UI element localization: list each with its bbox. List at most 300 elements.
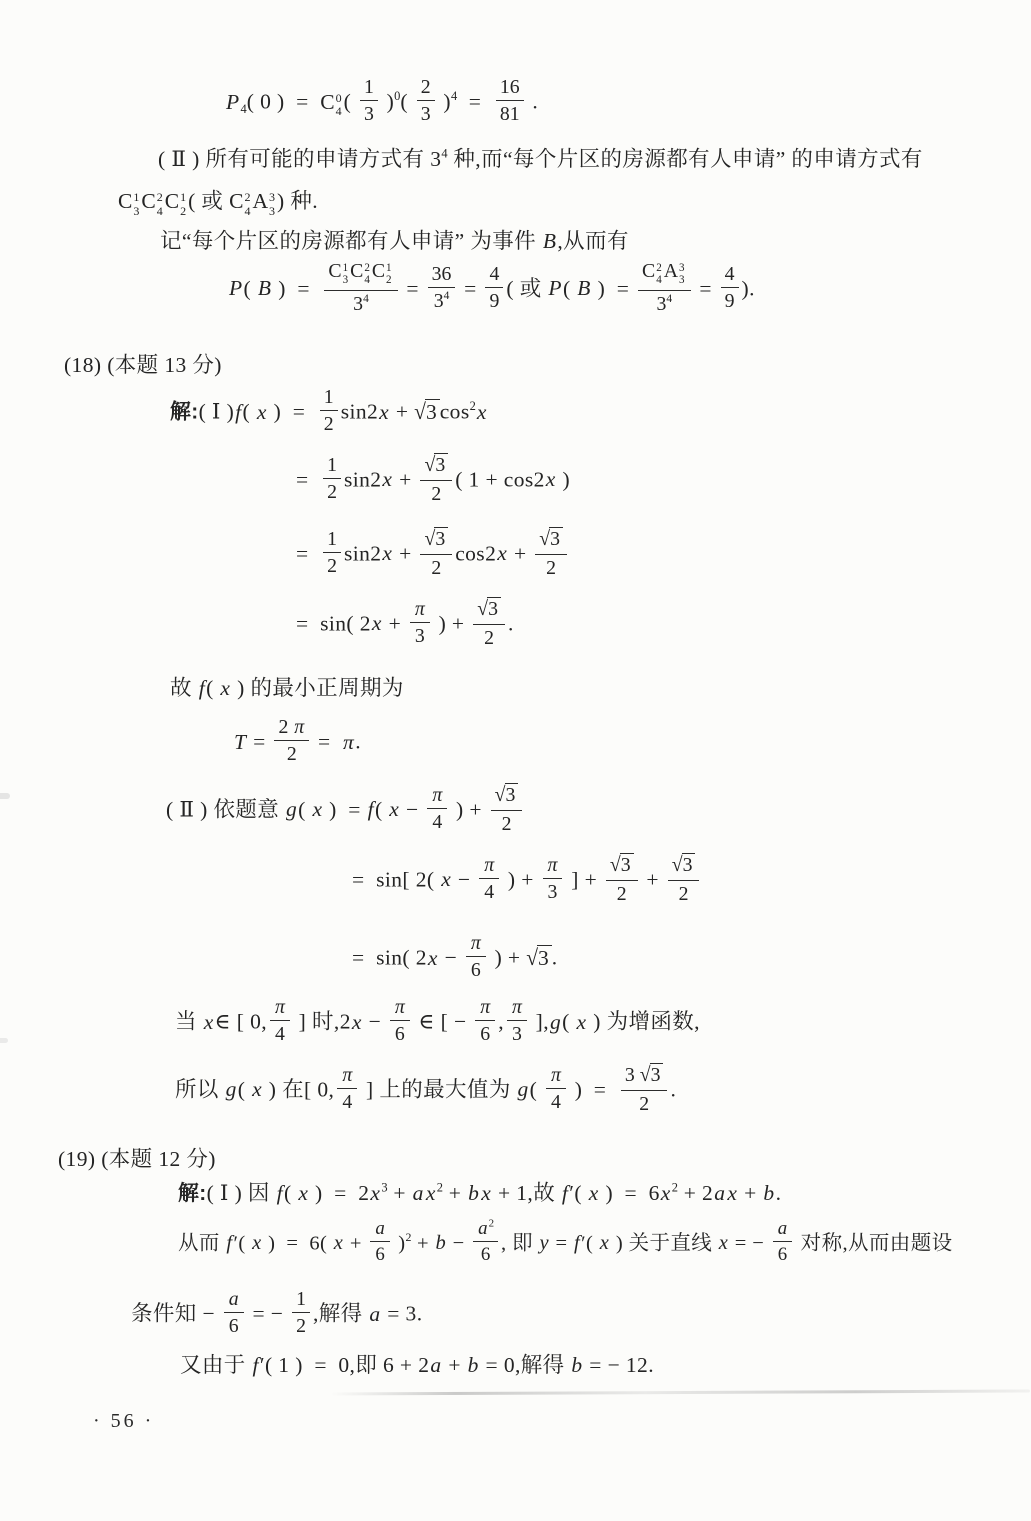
symbol-superscript: 1: [180, 190, 187, 205]
symbol-subscript: 4: [244, 203, 251, 218]
text-run: ′(: [569, 1181, 588, 1205]
radicand: [549, 527, 563, 551]
symbol-base: C: [164, 189, 180, 213]
fraction: [773, 1219, 792, 1264]
eq-p4-of-0: [225, 76, 539, 127]
text-run: .: [775, 1181, 782, 1205]
text-run: (: [237, 1077, 252, 1102]
text-run: 3: [624, 1064, 640, 1086]
fraction-denominator: [324, 291, 397, 314]
fraction-denominator: [270, 1021, 290, 1044]
text-run: ) =: [267, 399, 317, 424]
fraction: [485, 264, 503, 311]
text-run: .: [551, 945, 558, 970]
math-variable: π: [275, 996, 285, 1018]
math-variable: b: [468, 1181, 480, 1205]
scripted-symbol: [372, 261, 392, 287]
fraction-denominator: [491, 811, 523, 834]
text-run: ) = 2: [309, 1181, 370, 1205]
superscript: [363, 293, 369, 305]
text-run: 3: [656, 292, 667, 315]
text-run: =: [457, 89, 493, 114]
math-variable: f: [574, 1232, 581, 1255]
math-variable: a: [369, 1301, 381, 1326]
text-run: 2: [678, 882, 689, 905]
symbol-superscript: 1: [386, 261, 392, 274]
text-run: −: [447, 1232, 471, 1255]
eq-18-step2: [296, 453, 571, 507]
bold-text: 解:: [170, 400, 199, 424]
fraction-denominator: [535, 555, 567, 578]
math-variable: f: [276, 1181, 283, 1205]
text-run: −: [452, 867, 477, 892]
symbol-scripts: [679, 262, 685, 287]
fraction-denominator: [473, 1242, 498, 1264]
fraction: [428, 264, 456, 311]
text-run: 3: [353, 292, 364, 315]
fraction: [543, 855, 563, 902]
math-variable: a: [478, 1218, 488, 1239]
para-part2-line2: [118, 188, 318, 218]
fraction: [420, 453, 452, 504]
fraction-denominator: [390, 1021, 410, 1044]
text-run: ( Ⅱ ) 依题意: [166, 797, 285, 822]
fraction-numerator: [496, 77, 524, 101]
scripted-symbol: [642, 261, 662, 287]
eq-g-step3: [352, 932, 558, 983]
math-variable: π: [470, 932, 481, 954]
radical-sign: √: [609, 853, 621, 877]
fraction: [473, 597, 505, 648]
fraction-numerator: [427, 785, 447, 809]
math-variable: P: [226, 89, 240, 114]
fraction-denominator: [466, 957, 486, 980]
text-run: 3: [547, 880, 558, 903]
text-run: ) = 6: [599, 1181, 660, 1205]
math-variable: g: [550, 1009, 562, 1034]
math-variable: x: [727, 1181, 738, 1205]
math-variable: x: [312, 797, 323, 822]
fraction-denominator: [420, 481, 452, 504]
fraction-denominator: [274, 741, 309, 764]
math-variable: x: [298, 1181, 309, 1205]
text-run: ) +: [502, 867, 540, 892]
fraction-denominator: [323, 479, 341, 502]
symbol-superscript: 2: [656, 261, 662, 274]
text-run: 2: [431, 482, 442, 505]
text-run: ): [556, 467, 571, 492]
math-variable: b: [763, 1181, 775, 1205]
text-run: (: [343, 89, 357, 114]
symbol-scripts: [269, 191, 275, 218]
text-run: (19) (本题 12 分): [58, 1147, 216, 1171]
text-run: 2: [469, 398, 476, 413]
text-run: ) 在[ 0,: [263, 1077, 335, 1102]
eq-18-step3: [296, 527, 570, 581]
text-run: 9: [489, 289, 500, 312]
text-run: .: [670, 1077, 677, 1102]
text-run: 3: [505, 784, 516, 806]
symbol-base: C: [350, 260, 364, 282]
math-variable: b: [435, 1232, 447, 1255]
fraction-numerator: [543, 855, 563, 879]
math-variable: x: [370, 1181, 381, 1205]
math-variable: π: [414, 597, 425, 620]
scripted-symbol: [229, 188, 250, 218]
math-variable: x: [351, 1009, 362, 1034]
text-run: +: [387, 1181, 412, 1205]
fraction-numerator: [370, 1219, 389, 1242]
sqrt-expression: [477, 597, 501, 621]
fraction-numerator: [337, 1065, 357, 1089]
math-variable: a: [375, 1218, 385, 1239]
text-run: 4: [724, 262, 735, 285]
math-variable: x: [441, 867, 452, 892]
text-run: =: [296, 467, 321, 492]
text-run: = − 12.: [583, 1353, 654, 1377]
math-variable: P: [229, 276, 243, 301]
math-variable: x: [382, 541, 393, 566]
para-event-b: [160, 228, 629, 256]
fraction-denominator: [479, 879, 499, 902]
symbol-scripts: [364, 262, 370, 287]
fraction: [606, 853, 638, 904]
radicand: [425, 399, 440, 425]
text-run: 4: [450, 88, 458, 103]
scan-artifact: [0, 793, 10, 799]
text-run: 2: [278, 716, 294, 738]
fraction: [496, 77, 524, 124]
text-run: = 0,解得: [479, 1353, 571, 1377]
text-run: 6: [470, 959, 481, 982]
fraction-numerator: [773, 1219, 792, 1242]
eq-g-step2: [352, 853, 702, 907]
text-run: sin2: [343, 467, 382, 492]
math-variable: B: [542, 229, 557, 253]
text-run: + 2: [677, 1181, 714, 1205]
text-run: ] 时,2: [292, 1009, 351, 1034]
fraction-denominator: [320, 411, 338, 434]
fraction-numerator: [292, 1289, 310, 1313]
text-run: ): [380, 89, 395, 114]
eq-19-step4: [180, 1352, 654, 1380]
symbol-subscript: 4: [335, 104, 342, 119]
text-run: ( 或: [188, 189, 230, 213]
text-run: ) +: [488, 945, 527, 970]
text-run: +: [393, 541, 418, 566]
text-run: 6: [228, 1315, 239, 1338]
text-run: 3: [420, 103, 431, 126]
text-run: 9: [724, 289, 735, 312]
scripted-symbol: [118, 188, 139, 218]
symbol-subscript: 4: [364, 274, 370, 287]
text-run: =: [458, 276, 483, 301]
symbol-subscript: 2: [180, 203, 187, 218]
text-run: ( Ⅰ ) 因: [206, 1181, 276, 1205]
fraction: [270, 997, 290, 1044]
math-variable: x: [203, 1009, 214, 1034]
text-run: +: [443, 1181, 468, 1205]
text-run: =: [400, 276, 425, 301]
text-run: 81: [499, 103, 520, 126]
text-run: .: [507, 611, 514, 636]
fraction-denominator: [292, 1313, 310, 1336]
sqrt-expression: [495, 783, 519, 807]
text-run: 6: [480, 1023, 491, 1046]
text-run: 2: [501, 812, 512, 835]
symbol-scripts: [244, 191, 250, 218]
text-run: 种,而“每个片区的房源都有人申请” 的申请方式有: [447, 147, 923, 171]
symbol-scripts: [656, 262, 662, 287]
math-variable: f: [198, 676, 206, 700]
fraction-denominator: [668, 881, 700, 904]
text-run: 4: [489, 262, 500, 285]
fraction: [621, 1063, 668, 1114]
math-variable: g: [225, 1077, 237, 1102]
text-run: 2: [436, 1180, 444, 1195]
text-run: + 1,故: [492, 1181, 561, 1205]
text-run: ): [437, 89, 451, 114]
text-run: =: [550, 1232, 574, 1255]
scripted-symbol: [328, 261, 348, 287]
math-variable: π: [484, 853, 495, 876]
text-run: 所以: [175, 1077, 225, 1102]
text-run: ( Ⅱ ) 所有可能的申请方式有 3: [158, 147, 442, 171]
text-run: 3: [414, 624, 425, 647]
math-variable: x: [252, 1232, 262, 1255]
math-variable: x: [389, 797, 400, 822]
scripted-symbol: [350, 261, 370, 287]
text-run: 4: [363, 292, 369, 305]
text-run: 6: [394, 1023, 405, 1046]
superscript: [666, 293, 672, 305]
text-run: cos: [439, 399, 470, 424]
text-run: 2: [488, 1217, 495, 1230]
eq-19-step1: [178, 1180, 781, 1208]
superscript: [444, 290, 450, 302]
fraction-numerator: [668, 853, 700, 881]
math-variable: x: [256, 399, 267, 424]
symbol-superscript: 1: [342, 261, 349, 274]
text-run: = 3.: [381, 1301, 423, 1326]
math-variable: B: [577, 276, 591, 301]
text-run: 对称,从而由题设: [795, 1232, 953, 1255]
fraction-denominator: [546, 1089, 566, 1112]
text-run: 2: [296, 1315, 306, 1338]
symbol-subscript: 4: [656, 274, 662, 287]
fraction: [466, 933, 486, 980]
math-variable: a: [430, 1353, 442, 1377]
math-variable: π: [394, 996, 405, 1018]
text-run: 3: [511, 1023, 522, 1046]
fraction-numerator: [466, 933, 486, 957]
heading-q19: [58, 1146, 216, 1174]
math-variable: f: [226, 1232, 233, 1255]
math-variable: a: [714, 1181, 726, 1205]
text-run: ,从而有: [557, 229, 629, 253]
fraction-denominator: [417, 101, 435, 124]
text-run: ( 1 + cos2: [455, 467, 545, 492]
symbol-superscript: 2: [244, 190, 251, 205]
text-run: 4: [342, 1090, 353, 1113]
eq-19-step3: [131, 1288, 423, 1339]
eq-19-step2: [178, 1217, 953, 1267]
text-run: cos2: [455, 541, 497, 566]
symbol-base: C: [118, 189, 133, 213]
text-run: +: [382, 611, 407, 636]
radical-sign: √: [671, 853, 683, 877]
fraction: [479, 855, 499, 902]
text-run: ) +: [432, 611, 471, 636]
text-run: ).: [741, 276, 755, 301]
text-run: 又由于: [180, 1353, 252, 1377]
symbol-scripts: [343, 262, 349, 287]
radical-sign: √: [639, 1063, 651, 1087]
symbol-base: C: [229, 189, 244, 213]
text-run: 从而: [178, 1232, 226, 1255]
math-variable: π: [342, 1063, 353, 1086]
fraction-numerator: [420, 527, 452, 555]
fraction-numerator: [270, 997, 290, 1021]
fraction-denominator: [507, 1021, 527, 1044]
text-run: −: [400, 797, 425, 822]
math-variable: x: [476, 399, 487, 424]
symbol-scripts: [157, 191, 163, 218]
symbol-superscript: 3: [268, 190, 275, 205]
fraction-numerator: [323, 529, 341, 553]
text-run: ,: [498, 1009, 504, 1034]
fraction-denominator: [473, 625, 505, 648]
page-number: · 56 ·: [93, 1410, 155, 1432]
text-run: ,解得: [312, 1301, 369, 1326]
symbol-subscript: 3: [268, 203, 275, 218]
text-run: (18) (本题 13 分): [64, 353, 222, 377]
sqrt-expression: [414, 399, 440, 427]
fraction-denominator: [638, 291, 691, 314]
text-run: −: [362, 1009, 387, 1034]
math-variable: g: [285, 797, 298, 822]
text-run: 2: [405, 1230, 412, 1245]
symbol-base: A: [252, 189, 268, 213]
text-run: ) = 6(: [262, 1232, 333, 1255]
fraction-numerator: [485, 264, 503, 288]
math-variable: f: [252, 1353, 259, 1377]
fraction: [546, 1065, 566, 1112]
math-variable: π: [432, 783, 443, 806]
text-run: ′(: [581, 1232, 599, 1255]
text-run: ) 种.: [277, 189, 319, 213]
text-run: ] 上的最大值为: [360, 1077, 517, 1102]
fraction-numerator: [507, 997, 527, 1021]
superscript: [489, 1217, 494, 1229]
symbol-subscript: 2: [386, 274, 392, 287]
symbol-subscript: 4: [156, 203, 163, 218]
fraction-denominator: [721, 288, 739, 311]
fraction: [535, 527, 567, 578]
fraction-denominator: [543, 879, 563, 902]
para-part2-line1: [158, 146, 923, 174]
symbol-base: C: [642, 260, 656, 282]
math-variable: x: [481, 1181, 492, 1205]
radical-sign: √: [477, 597, 489, 621]
fraction-numerator: [274, 717, 309, 741]
text-run: = sin[ 2(: [352, 867, 441, 892]
math-variable: x: [588, 1181, 599, 1205]
math-variable: x: [660, 1181, 671, 1205]
text-run: ( Ⅰ ): [198, 399, 235, 424]
text-run: ) =: [272, 276, 322, 301]
fraction-numerator: [417, 77, 435, 101]
text-run: = sin( 2: [352, 945, 427, 970]
symbol-superscript: 0: [335, 91, 342, 105]
math-variable: f: [235, 399, 242, 424]
radical-sign: √: [424, 453, 436, 477]
radical-sign: √: [424, 527, 436, 551]
fraction-numerator: [324, 261, 397, 291]
text-run: =: [296, 541, 321, 566]
symbol-subscript: 3: [679, 274, 685, 287]
math-variable: x: [382, 467, 393, 492]
text-run: ] +: [565, 867, 603, 892]
fraction: [360, 77, 378, 124]
text-run: 3: [538, 945, 549, 970]
text-run: ′( 1 ) = 0,即 6 + 2: [259, 1353, 430, 1377]
radical-sign: √: [539, 527, 551, 551]
math-variable: x: [252, 1077, 263, 1102]
fraction: [410, 599, 430, 646]
text-run: 2: [323, 413, 334, 436]
fraction: [721, 264, 739, 311]
fraction-denominator: [323, 553, 341, 576]
scripted-symbol: [252, 188, 275, 218]
text-run: 3: [435, 528, 446, 550]
radical-sign: √: [414, 399, 426, 425]
fraction-denominator: [428, 288, 456, 311]
text-run: 6: [480, 1244, 491, 1266]
sqrt-expression: [424, 527, 448, 551]
math-variable: x: [379, 399, 390, 424]
math-variable: f: [561, 1181, 569, 1205]
text-run: 3: [435, 454, 446, 476]
text-run: (: [298, 797, 312, 822]
text-run: 3: [650, 1064, 661, 1086]
scan-artifact: [0, 1038, 8, 1043]
text-run: 4: [240, 101, 247, 116]
text-run: +: [640, 867, 665, 892]
radicand: [650, 1063, 664, 1087]
text-run: 2: [420, 76, 431, 98]
text-run: +: [390, 399, 415, 424]
text-run: sin2: [340, 399, 379, 424]
fraction-numerator: [428, 264, 456, 288]
fraction-numerator: [224, 1289, 244, 1313]
fraction-numerator: [606, 853, 638, 881]
text-run: .: [526, 89, 539, 114]
math-variable: x: [425, 1181, 436, 1205]
fraction: [324, 261, 397, 314]
math-variable: P: [548, 276, 562, 301]
eq-g-definition: [166, 783, 525, 837]
symbol-scripts: [386, 262, 392, 287]
symbol-base: C: [320, 89, 335, 114]
math-variable: x: [545, 467, 556, 492]
text-run: 6: [375, 1244, 385, 1266]
fraction-numerator: [479, 855, 499, 879]
text-run: 2: [616, 882, 627, 905]
fraction-denominator: [410, 623, 430, 646]
text-run: 故: [170, 676, 198, 700]
fraction-numerator: [475, 997, 495, 1021]
